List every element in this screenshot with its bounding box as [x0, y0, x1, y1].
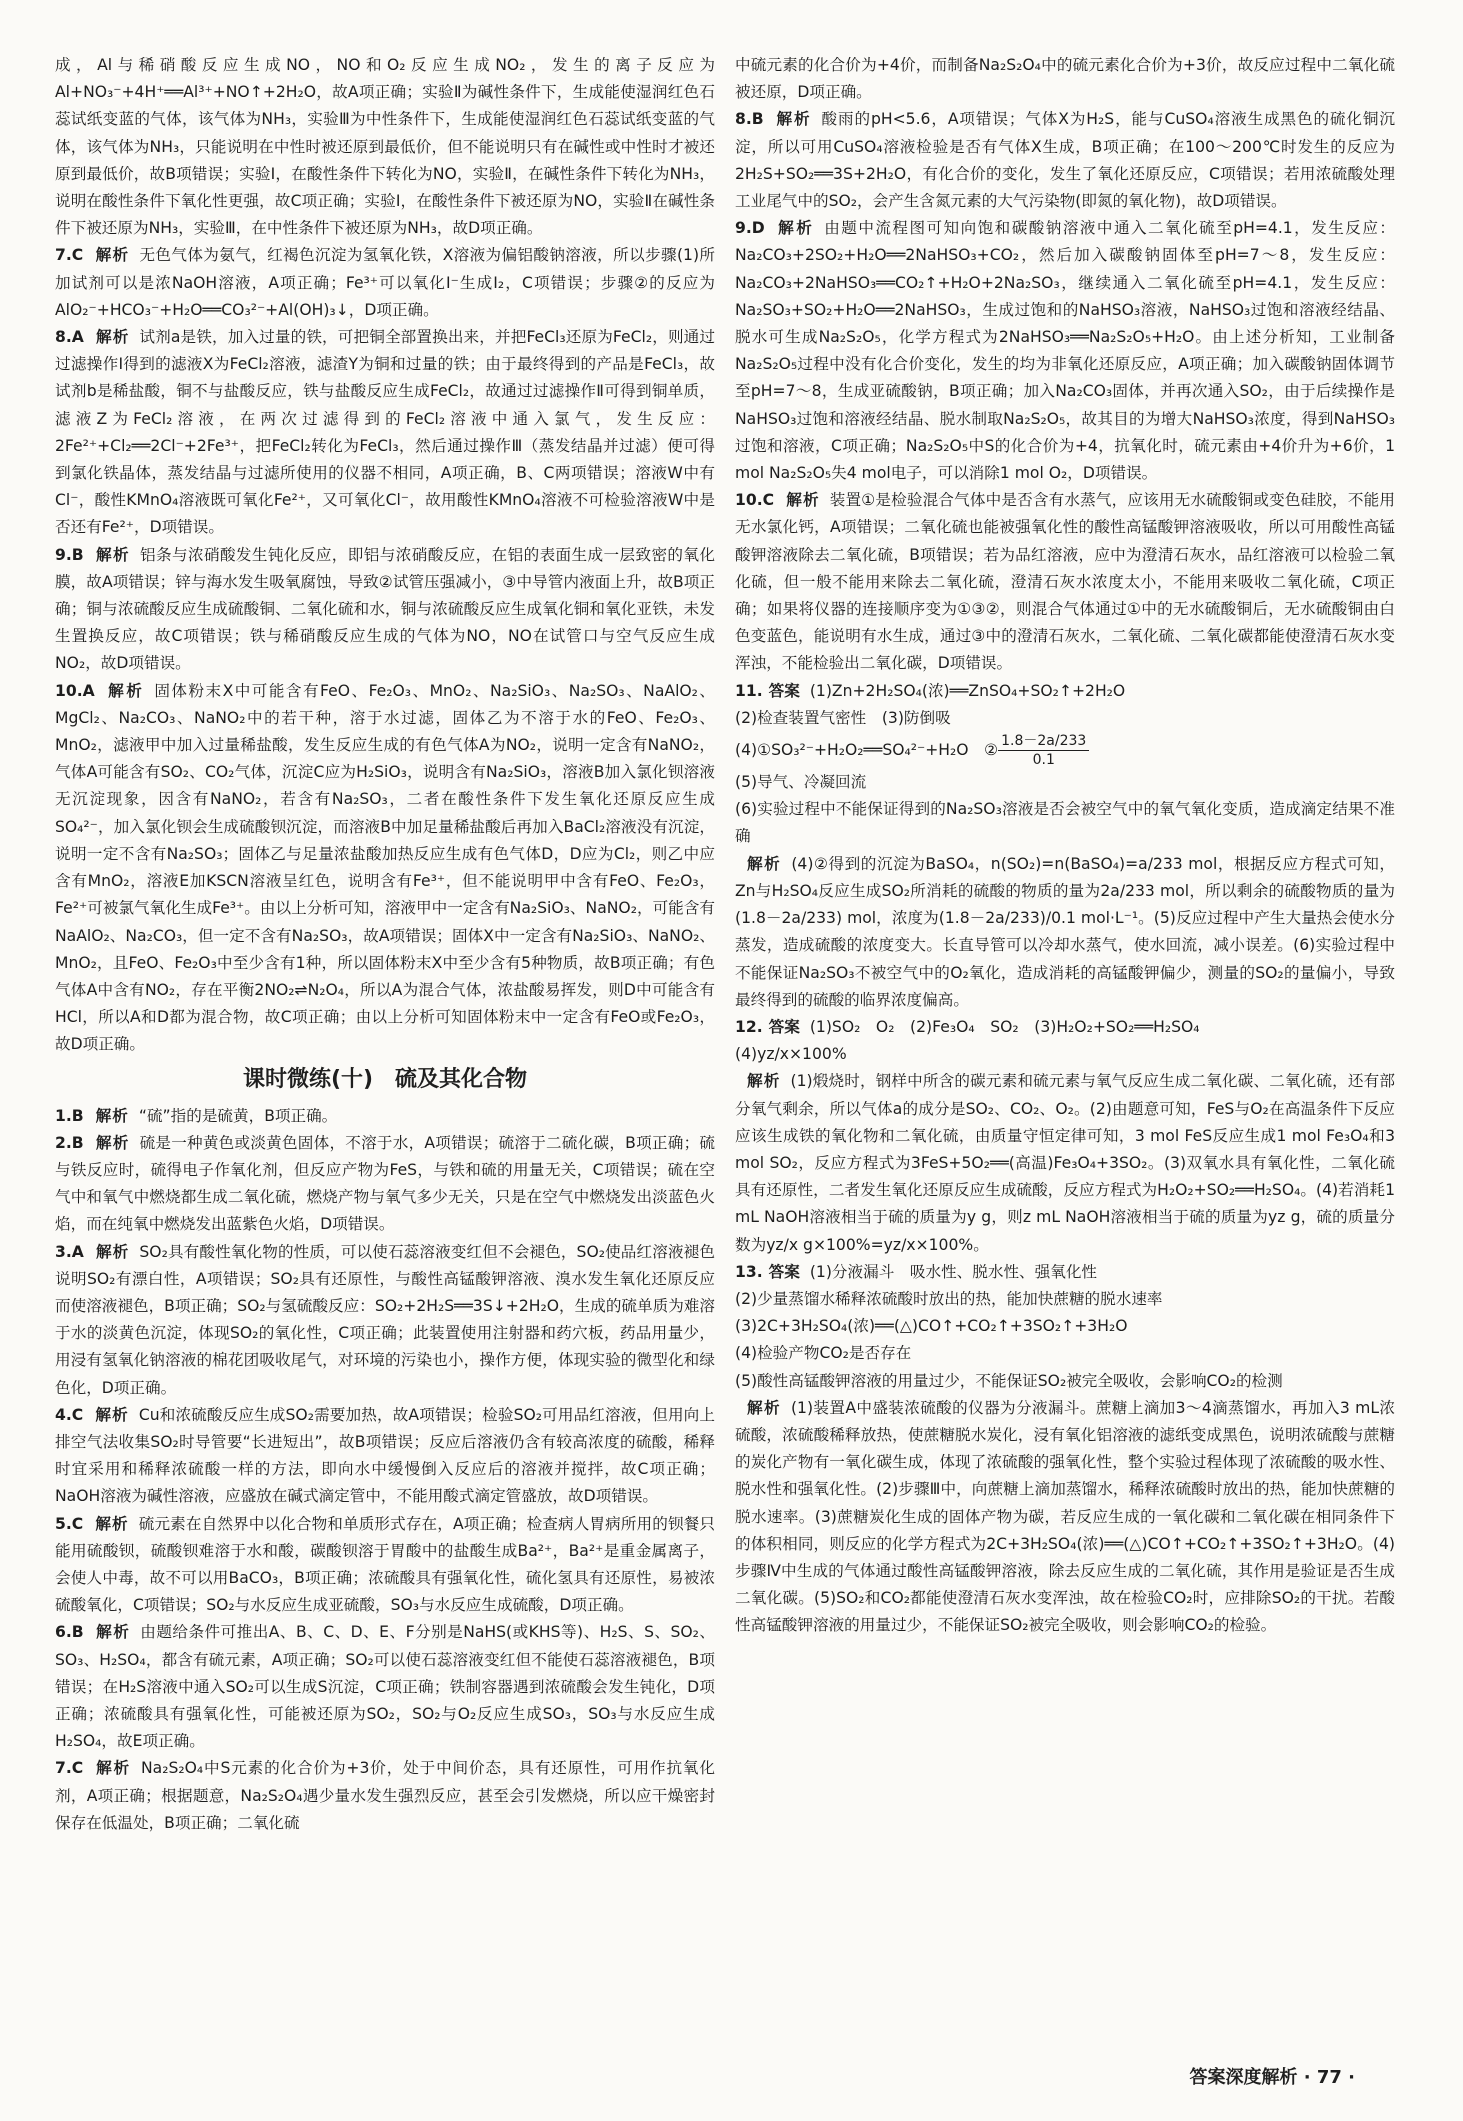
question-number: 11. — [735, 681, 763, 700]
question-number: 8.B — [735, 110, 764, 129]
question-number: 9.B — [55, 545, 84, 564]
answer-7 — [55, 242, 715, 324]
analysis-text: 由题给条件可推出A、B、C、D、E、F分别是NaHS(或KHS等)、H₂S、S、SO₂、SO₃、H₂SO₄，都含有硫元素，A项正确；SO₂可以使石蕊溶液变红但不能使石蕊溶液褪色，B项错误；在H₂S溶液中通入SO₂可以生成S沉淀，C项正确；铁制容器遇到浓硫酸会发生钝化，D项正确；浓硫酸具有强氧化性，可能被还原为SO₂，SO₂与O₂反应生成SO₃，SO₃与水反应生成H₂SO₄，故E项正确。 — [55, 1623, 715, 1751]
question-number: 2.B — [55, 1133, 84, 1152]
answer-12-analysis — [735, 1068, 1395, 1258]
question-number: 1.B — [55, 1106, 84, 1125]
question-number: 13. — [735, 1262, 763, 1281]
answer-13 — [735, 1259, 1395, 1640]
question-number: 7.C — [55, 1759, 84, 1778]
answer-s5 — [55, 1511, 715, 1620]
answer-s3 — [55, 1239, 715, 1402]
page-footer: 答案深度解析 · 77 · — [1189, 2067, 1355, 2088]
analysis-text: 固体粉末X中可能含有FeO、Fe₂O₃、MnO₂、Na₂SiO₃、Na₂SO₃、NaAlO₂、MgCl₂、Na₂CO₃、NaNO₂中的若干种，溶于水过滤，固体乙为不溶于水的FeO、Fe₂O₃、MnO₂，滤液甲中加入过量稀盐酸，发生反应生成的有色气体A为NO₂，说明一定含有NaNO₂，气体A可能含有SO₂、CO₂气体，沉淀C应为H₂SiO₃，说明含有Na₂SiO₃，溶液B加入氯化钡溶液无沉淀现象，因含有NaNO₂，若含有Na₂SO₃，二者在酸性条件下发生氧化还原反应生成SO₄²⁻，加入氯化钡会生成硫酸钡沉淀，而溶液B中加足量稀盐酸后再加入BaCl₂溶液没有沉淀，说明一定不含有Na₂SO₃；固体乙与足量浓盐酸加热反应生成有色气体D，D应为Cl₂，则乙中应含有MnO₂，溶液E加KSCN溶液呈红色，说明含有Fe³⁺，但不能说明甲中含有FeO、Fe₂O₃，Fe²⁺可被氯气氧化生成Fe³⁺。由以上分析可知，溶液甲中一定含有Na₂SiO₃、NaNO₂，可能含有NaAlO₂、Na₂CO₃，但一定不含有Na₂SO₃，故A项错误；固体X中一定含有Na₂SiO₃、NaNO₂、MnO₂，且FeO、Fe₂O₃中至少含有1种，所以固体粉末X中至少含有5种物质，故B项正确；有色气体A中含有NO₂，存在平衡2NO₂⇌N₂O₄，所以A为混合气体，浓盐酸易挥发，则D中可能含有HCl，所以A和D都为混合物，故C项正确；由以上分析可知固体粉末中一定含有FeO或Fe₂O₃，故D项正确。 — [55, 681, 715, 1054]
answer-text: (4)①SO₃²⁻+H₂O₂══SO₄²⁻+H₂O ② — [735, 741, 999, 760]
analysis-text: (1)装置A中盛装浓硫酸的仪器为分液漏斗。蔗糖上滴加3～4滴蒸馏水，再加入3 mL浓硫酸，浓硫酸稀释放热，使蔗糖脱水炭化，浸有氧化铝溶液的滤纸变成黑色，说明浓硫酸与蔗糖的炭化产物有一氧化碳生成，体现了浓硫酸的强氧化性，整个实验过程体现了浓硫酸的吸水性、脱水性和强氧化性。(2)步骤Ⅲ中，向蔗糖上滴加蒸馏水，稀释浓硫酸时放出的热，能加快蔗糖的脱水速率。(3)蔗糖炭化生成的固体产物为碳，若反应生成的一氧化碳和二氧化碳在相同条件下的体积相同，则反应的化学方程式为2C+3H₂SO₄(浓)══(△)CO↑+CO₂↑+3SO₂↑+3H₂O。(4)步骤Ⅳ中生成的气体通过酸性高锰酸钾溶液，除去反应生成的二氧化硫，其作用是验证是否生成二氧化碳。(5)SO₂和CO₂都能使澄清石灰水变浑浊，故在检验CO₂时，应排除SO₂的干扰。若酸性高锰酸钾溶液的用量过少，不能保证SO₂被完全吸收，则会影响CO₂的检验。 — [735, 1398, 1395, 1635]
analysis-tag: 解析 — [95, 1759, 131, 1778]
answer-tag: 答案 — [768, 1017, 800, 1036]
analysis-tag: 解析 — [775, 110, 812, 129]
answer-11-line6: (6)实验过程中不能保证得到的Na₂SO₃溶液是否会被空气中的氧气氧化变质，造成滴定结果不准确 — [735, 800, 1395, 846]
question-number: 4.C — [55, 1405, 84, 1424]
analysis-text: (4)②得到的沉淀为BaSO₄，n(SO₂)=n(BaSO₄)=a/233 mol，根据反应方程式可知，Zn与H₂SO₄反应生成SO₂所消耗的硫酸的物质的量为2a/233 mol，所以剩余的硫酸物质的量为(1.8－2a/233) mol，浓度为(1.8－2a/233)/0.1 mol·L⁻¹。(5)反应过程中产生大量热会使水分蒸发，造成硫酸的浓度变大。长直导管可以冷却水蒸气，使水回流，减小误差。(6)实验过程中不能保证Na₂SO₃不被空气中的O₂氧化，造成消耗的高锰酸钾偏少，测量的SO₂的量偏小，导致最终得到的硫酸的临界浓度偏高。 — [735, 854, 1395, 1009]
fraction-denominator: 0.1 — [1032, 752, 1055, 769]
answer-tag: 答案 — [768, 1262, 800, 1281]
right-continuation-paragraph: 中硫元素的化合价为+4价，而制备Na₂S₂O₄中的硫元素化合价为+3价，故反应过程中二氧化硫被还原，D项正确。 — [735, 56, 1395, 102]
answer-11-analysis — [735, 851, 1395, 1014]
analysis-text: Na₂S₂O₄中S元素的化合价为+3价，处于中间价态，具有还原性，可用作抗氧化剂，A项正确；根据题意，Na₂S₂O₄遇少量水发生强烈反应，甚至会引发燃烧，所以应干燥密封保存在低温处，B项正确；二氧化硫 — [55, 1759, 715, 1832]
question-number: 6.B — [55, 1623, 84, 1642]
fraction — [998, 732, 1089, 769]
answer-text: (1)Zn+2H₂SO₄(浓)══ZnSO₄+SO₂↑+2H₂O — [809, 681, 1126, 700]
analysis-tag: 解析 — [776, 219, 815, 238]
answer-s6 — [55, 1619, 715, 1755]
analysis-tag: 解析 — [95, 328, 130, 347]
answer-11 — [735, 678, 1395, 1014]
answer-9 — [55, 542, 715, 678]
analysis-text: 硫元素在自然界中以化合物和单质形式存在，A项正确；检查病人胃病所用的钡餐只能用硫酸钡，硫酸钡难溶于水和酸，碳酸钡溶于胃酸中的盐酸生成Ba²⁺，Ba²⁺是重金属离子，会使人中毒，故不可以用BaCO₃，B项正确；浓硫酸具有强氧化性，硫化氢具有还原性，易被浓硫酸氧化，C项错误；SO₂与水反应生成亚硫酸，SO₃与水反应生成硫酸，D项正确。 — [55, 1514, 715, 1615]
answer-r8 — [735, 106, 1395, 215]
analysis-text: SO₂具有酸性氧化物的性质，可以使石蕊溶液变红但不会褪色，SO₂使品红溶液褪色说明SO₂有漂白性，A项错误；SO₂具有还原性，与酸性高锰酸钾溶液、溴水发生氧化还原反应而使溶液褪色，B项正确；SO₂与氢硫酸反应：SO₂+2H₂S══3S↓+2H₂O，生成的硫单质为难溶于水的淡黄色沉淀，体现SO₂的氧化性，C项正确；此装置使用注射器和药穴板，药品用量少，用浸有氢氧化钠溶液的棉花团吸收尾气，对环境的污染也小，操作方便，体现实验的微型化和绿色化，D项正确。 — [55, 1242, 715, 1397]
analysis-text: Cu和浓硫酸反应生成SO₂需要加热，故A项错误；检验SO₂可用品红溶液，但用向上排空气法收集SO₂时导管要“长进短出”，故B项错误；反应后溶液仍含有较高浓度的硫酸，稀释时宜采用和稀释浓硫酸一样的方法，即向水中缓慢倒入反应后的溶液并搅拌，故C项正确；NaOH溶液为碱性溶液，应盛放在碱式滴定管中，不能用酸式滴定管盛放，故D项错误。 — [55, 1405, 715, 1506]
question-number: 9.D — [735, 219, 765, 238]
analysis-text: 试剂a是铁，加入过量的铁，可把铜全部置换出来，并把FeCl₃还原为FeCl₂，则通过过滤操作Ⅰ得到的滤液X为FeCl₂溶液，滤渣Y为铜和过量的铁；由于最终得到的产品是FeCl₃，故试剂b是稀盐酸，铜不与盐酸反应，铁与盐酸反应生成FeCl₂，故通过过滤操作Ⅱ可得到铜单质，滤液Z为FeCl₂溶液，在两次过滤得到的FeCl₂溶液中通入氯气，发生反应：2Fe²⁺+Cl₂══2Cl⁻+2Fe³⁺，把FeCl₂转化为FeCl₃，然后通过操作Ⅲ（蒸发结晶并过滤）便可得到氯化铁晶体，蒸发结晶与过滤所使用的仪器不相同，A项正确，B、C两项错误；溶液W中有Cl⁻，酸性KMnO₄溶液既可氧化Fe²⁺，又可氧化Cl⁻，故用酸性KMnO₄溶液不可检验溶液W中是否还有Fe²⁺，D项错误。 — [55, 328, 715, 537]
answer-11-line4 — [735, 732, 1395, 769]
answer-13-line3: (3)2C+3H₂SO₄(浓)══(△)CO↑+CO₂↑+3SO₂↑+3H₂O — [735, 1317, 1128, 1336]
question-number: 7.C — [55, 246, 84, 265]
question-number: 10.A — [55, 681, 95, 700]
answer-13-line2: (2)少量蒸馏水稀释浓硫酸时放出的热，能加快蔗糖的脱水速率 — [735, 1289, 1163, 1308]
analysis-tag: 解析 — [747, 1072, 781, 1091]
answer-r9 — [735, 215, 1395, 487]
answer-13-line4: (4)检验产物CO₂是否存在 — [735, 1344, 912, 1363]
answer-s1 — [55, 1103, 715, 1130]
answer-s4 — [55, 1402, 715, 1511]
analysis-tag: 解析 — [95, 1623, 131, 1642]
question-number: 8.A — [55, 328, 84, 347]
answer-text: (1)分液漏斗 吸水性、脱水性、强氧化性 — [809, 1262, 1098, 1281]
analysis-text: 无色气体为氨气，红褐色沉淀为氢氧化铁，X溶液为偏铝酸钠溶液，所以步骤(1)所加试剂可以是浓NaOH溶液，A项正确；Fe³⁺可以氧化I⁻生成I₂，C项错误；步骤②的反应为AlO₂⁻+HCO₃⁻+H₂O══CO₃²⁻+Al(OH)₃↓，D项正确。 — [55, 246, 715, 319]
answer-12 — [735, 1014, 1395, 1259]
analysis-tag: 解析 — [95, 1514, 129, 1533]
analysis-text: 由题中流程图可知向饱和碳酸钠溶液中通入二氧化硫至pH=4.1，发生反应：Na₂CO₃+2SO₂+H₂O══2NaHSO₃+CO₂，然后加入碳酸钠固体至pH=7～8，发生反应：Na₂CO₃+2NaHSO₃══CO₂↑+H₂O+2Na₂SO₃，继续通入二氧化硫至pH=4.1，发生反应：Na₂SO₃+SO₂+H₂O══2NaHSO₃，生成过饱和的NaHSO₃溶液，NaHSO₃过饱和溶液经结晶、脱水可生成Na₂S₂O₅，化学方程式为2NaHSO₃══Na₂S₂O₅+H₂O。由上述分析知，工业制备Na₂S₂O₅过程中没有化合价变化，发生的均为非氧化还原反应，A项正确；加入碳酸钠固体调节至pH=7～8，生成亚硫酸钠，B项正确；加入Na₂CO₃固体，并再次通入SO₂，由于后续操作是NaHSO₃过饱和溶液经结晶、脱水制取Na₂S₂O₅，故其目的为增大NaHSO₃浓度，得到NaHSO₃过饱和溶液，C项正确；Na₂S₂O₅中S的化合价为+4，抗氧化时，硫元素由+4价升为+6价，1 mol Na₂S₂O₅失4 mol电子，可以消除1 mol O₂，D项错误。 — [735, 219, 1395, 483]
question-number: 5.C — [55, 1514, 84, 1533]
question-number: 3.A — [55, 1242, 84, 1261]
analysis-text: (1)煅烧时，钢样中所含的碳元素和硫元素与氧气反应生成二氧化碳、二氧化硫，还有部分氧气剩余，所以气体a的成分是SO₂、CO₂、O₂。(2)由题意可知，FeS与O₂在高温条件下反应应该生成铁的氧化物和二氧化硫，由质量守恒定律可知，3 mol FeS反应生成1 mol Fe₃O₄和3 mol SO₂，反应方程式为3FeS+5O₂══(高温)Fe₃O₄+3SO₂。(3)双氧水具有氧化性，二氧化硫具有还原性，二者发生氧化还原反应生成硫酸，反应方程式为H₂O₂+SO₂══H₂SO₄。(4)若消耗1 mL NaOH溶液相当于硫的质量为y g，则z mL NaOH溶液相当于硫的质量为yz g，硫的质量分数为yz/x g×100%=yz/x×100%。 — [735, 1072, 1395, 1254]
answer-8 — [55, 324, 715, 542]
analysis-tag: 解析 — [95, 246, 130, 265]
analysis-tag: 解析 — [95, 1133, 130, 1152]
analysis-tag: 解析 — [747, 854, 782, 873]
section-title: 课时微练(十) 硫及其化合物 — [242, 1066, 528, 1092]
analysis-tag: 解析 — [95, 545, 131, 564]
answer-r10 — [735, 487, 1395, 677]
answer-s2 — [55, 1130, 715, 1239]
answer-13-analysis — [735, 1395, 1395, 1640]
answer-s7 — [55, 1755, 715, 1837]
analysis-text: “硫”指的是硫黄，B项正确。 — [138, 1106, 338, 1125]
analysis-text: 装置①是检验混合气体中是否含有水蒸气，应该用无水硫酸铜或变色硅胶，不能用无水氯化钙，A项错误；二氧化硫也能被强氧化性的酸性高锰酸钾溶液吸收，所以可用酸性高锰酸钾溶液除去二氧化硫，B项错误；若为品红溶液，应中为澄清石灰水，品红溶液可以检验二氧化硫，但一般不能用来除去二氧化硫，澄清石灰水浓度太小，不能用来吸收二氧化硫，C项正确；如果将仪器的连接顺序变为①③②，则混合气体通过①中的无水硫酸铜后，无水硫酸铜由白色变蓝色，能说明有水生成，通过③中的澄清石灰水，二氧化硫、二氧化碳都能使澄清石灰水变浑浊，不能检验出二氧化碳，D项错误。 — [735, 491, 1395, 673]
question-number: 10.C — [735, 491, 775, 510]
analysis-tag: 解析 — [106, 681, 145, 700]
answer-12-line1 — [735, 1014, 1395, 1041]
answer-11-line2: (2)检查装置气密性 (3)防倒吸 — [735, 708, 951, 727]
answer-13-line5: (5)酸性高锰酸钾溶液的用量过少，不能保证SO₂被完全吸收，会影响CO₂的检测 — [735, 1371, 1283, 1390]
answer-tag: 答案 — [768, 681, 800, 700]
analysis-tag: 解析 — [95, 1405, 129, 1424]
fraction-numerator: 1.8－2a/233 — [998, 732, 1089, 751]
left-continuation-paragraph: 成，Al与稀硝酸反应生成NO，NO和O₂反应生成NO₂，发生的离子反应为Al+NO₃⁻+4H⁺══Al³⁺+NO↑+2H₂O，故A项正确；实验Ⅱ为碱性条件下，生成能使湿润红色石蕊试纸变蓝的气体，该气体为NH₃，实验Ⅲ为中性条件下，生成能使湿润红色石蕊试纸变蓝的气体，该气体为NH₃，只能说明在中性时被还原到最低价，但不能说明只有在碱性或中性时才被还原到最低价，故B项错误；实验Ⅰ，在酸性条件下转化为NO，实验Ⅱ，在碱性条件下转化为NH₃，说明在酸性条件下氧化性更强，故C项正确；实验Ⅰ，在酸性条件下被还原为NO，实验Ⅱ在碱性条件下被还原为NH₃，实验Ⅲ，在中性条件下被还原为NH₃，故D项正确。 — [55, 56, 715, 238]
analysis-text: 酸雨的pH<5.6，A项错误；气体X为H₂S，能与CuSO₄溶液生成黑色的硫化铜沉淀，所以可用CuSO₄溶液检验是否有气体X生成，B项正确；在100～200℃时发生的反应为2H₂S+SO₂══3S+2H₂O，有化合价的变化，发生了氧化还原反应，C项错误；若用浓硫酸处理工业尾气中的SO₂，会产生含氮元素的大气污染物(即氮的氧化物)，故D项错误。 — [735, 110, 1395, 211]
question-number: 12. — [735, 1017, 763, 1036]
analysis-tag: 解析 — [95, 1106, 129, 1125]
analysis-tag: 解析 — [786, 491, 820, 510]
analysis-tag: 解析 — [95, 1242, 130, 1261]
answer-text: (1)SO₂ O₂ (2)Fe₃O₄ SO₂ (3)H₂O₂+SO₂══H₂SO₄ — [809, 1017, 1200, 1036]
answer-11-line1 — [735, 678, 1395, 705]
right-column — [735, 52, 1395, 1640]
answer-12-line4: (4)yz/x×100% — [735, 1045, 847, 1064]
answer-10 — [55, 678, 715, 1059]
answer-11-line5: (5)导气、冷凝回流 — [735, 773, 867, 792]
analysis-tag: 解析 — [747, 1398, 781, 1417]
analysis-text: 铝条与浓硝酸发生钝化反应，即铝与浓硝酸反应，在铝的表面生成一层致密的氧化膜，故A项错误；锌与海水发生吸氧腐蚀，导致②试管压强减小，③中导管内液面上升，故B项正确；铜与浓硫酸反应生成硫酸铜、二氧化硫和水，铜与浓硫酸反应生成氧化铜和氧化亚铁，未发生置换反应，故C项错误；铁与稀硝酸反应生成的气体为NO，NO在试管口与空气反应生成NO₂，故D项错误。 — [55, 545, 715, 673]
analysis-text: 硫是一种黄色或淡黄色固体，不溶于水，A项错误；硫溶于二硫化碳，B项正确；硫与铁反应时，硫得电子作氧化剂，但反应产物为FeS，与铁和硫的用量无关，C项错误；硫在空气中和氧气中燃烧都生成二氧化硫，燃烧产物与氧气多少无关，只是在空气中燃烧发出淡蓝色火焰，而在纯氧中燃烧发出蓝紫色火焰，D项错误。 — [55, 1133, 715, 1234]
left-column — [55, 52, 715, 1837]
answer-13-line1 — [735, 1259, 1395, 1286]
